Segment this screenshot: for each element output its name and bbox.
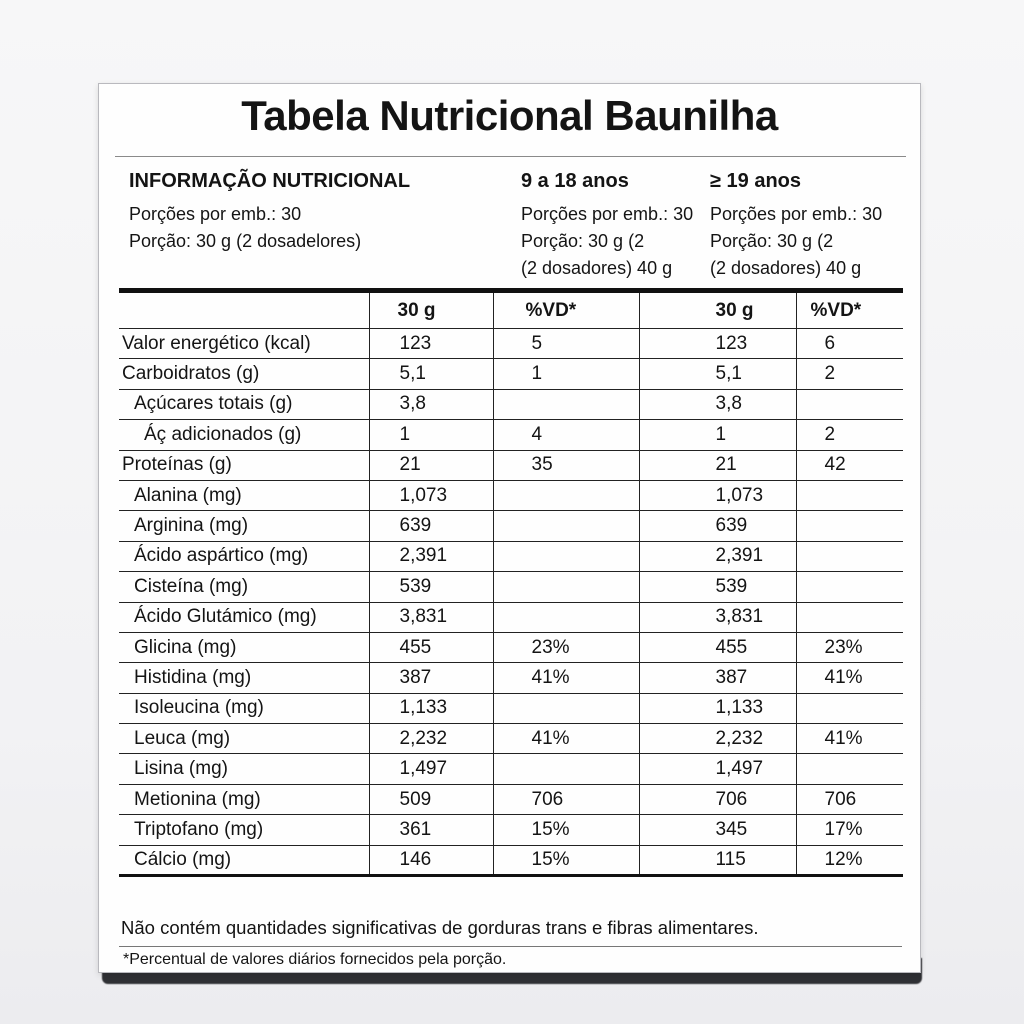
amount-19-plus: 1,073 <box>639 480 796 510</box>
table-row <box>119 511 903 541</box>
dv-19-plus: 6 <box>796 329 903 359</box>
amount-19-plus: 2,232 <box>639 724 796 754</box>
dv-19-plus <box>796 754 903 784</box>
header-portion-size: Porção: 30 g (2 <box>710 231 834 251</box>
table-row <box>119 784 903 814</box>
nutrient-name: Arginina (mg) <box>119 511 369 541</box>
title-divider <box>115 156 906 157</box>
amount-19-plus: 2,391 <box>639 541 796 571</box>
amount-9-18: 1,497 <box>369 754 493 784</box>
amount-9-18: 5,1 <box>369 359 493 389</box>
dv-9-18 <box>493 480 639 510</box>
dv-9-18: 706 <box>493 784 639 814</box>
table-row <box>119 632 903 662</box>
column-header-amount-9-18: 30 g <box>369 291 493 329</box>
table-row <box>119 450 903 480</box>
header-age-group: 9 a 18 anos <box>521 170 629 192</box>
header-portion-size: Porção: 30 g (2 <box>521 231 645 251</box>
footer-note: Não contém quantidades significativas de gorduras trans e fibras alimentares. <box>121 917 759 938</box>
dv-9-18: 1 <box>493 359 639 389</box>
amount-19-plus: 639 <box>639 511 796 541</box>
amount-19-plus: 3,8 <box>639 389 796 419</box>
header-age-9-18 <box>521 168 693 282</box>
header-age-19-plus <box>710 168 882 282</box>
amount-19-plus: 5,1 <box>639 359 796 389</box>
nutrient-name: Metionina (mg) <box>119 784 369 814</box>
nutrient-name: Ácido aspártico (mg) <box>119 541 369 571</box>
dv-9-18 <box>493 389 639 419</box>
dv-9-18 <box>493 572 639 602</box>
header-portions-per-pack: Porções por emb.: 30 <box>129 204 302 224</box>
table-row <box>119 724 903 754</box>
amount-9-18: 21 <box>369 450 493 480</box>
dv-19-plus <box>796 480 903 510</box>
amount-9-18: 1,073 <box>369 480 493 510</box>
dv-19-plus <box>796 389 903 419</box>
amount-9-18: 509 <box>369 784 493 814</box>
amount-19-plus: 115 <box>639 845 796 875</box>
amount-19-plus: 387 <box>639 663 796 693</box>
dv-19-plus: 17% <box>796 815 903 845</box>
header-heading: INFORMAÇÃO NUTRICIONAL <box>129 170 411 192</box>
table-row <box>119 602 903 632</box>
dv-19-plus <box>796 511 903 541</box>
nutrient-name: Cálcio (mg) <box>119 845 369 875</box>
dv-19-plus <box>796 541 903 571</box>
dv-19-plus: 23% <box>796 632 903 662</box>
header-portion-size: Porção: 30 g (2 dosadelores) <box>129 231 362 251</box>
amount-19-plus: 539 <box>639 572 796 602</box>
nutrient-name: Isoleucina (mg) <box>119 693 369 723</box>
table-row <box>119 663 903 693</box>
dv-9-18: 15% <box>493 815 639 845</box>
amount-9-18: 2,391 <box>369 541 493 571</box>
amount-19-plus: 706 <box>639 784 796 814</box>
dv-9-18: 5 <box>493 329 639 359</box>
nutrient-name: Cisteína (mg) <box>119 572 369 602</box>
amount-9-18: 123 <box>369 329 493 359</box>
column-header-nutrient <box>119 291 369 329</box>
amount-19-plus: 21 <box>639 450 796 480</box>
table-row <box>119 754 903 784</box>
dv-9-18: 15% <box>493 845 639 875</box>
nutrient-name: Histidina (mg) <box>119 663 369 693</box>
dv-9-18 <box>493 693 639 723</box>
amount-9-18: 387 <box>369 663 493 693</box>
label-title: Tabela Nutricional Baunilha <box>241 92 778 139</box>
nutrient-name: Valor energético (kcal) <box>119 329 369 359</box>
table-row <box>119 480 903 510</box>
table-row <box>119 329 903 359</box>
nutrient-name: Carboidratos (g) <box>119 359 369 389</box>
table-row <box>119 359 903 389</box>
amount-19-plus: 455 <box>639 632 796 662</box>
amount-9-18: 3,831 <box>369 602 493 632</box>
footer-footnote: *Percentual de valores diários fornecidos pela porção. <box>123 951 507 968</box>
header-portion-measure: (2 dosadores) 40 g <box>710 258 862 278</box>
amount-19-plus: 345 <box>639 815 796 845</box>
nutrient-name: Alanina (mg) <box>119 480 369 510</box>
dv-19-plus: 2 <box>796 359 903 389</box>
dv-9-18 <box>493 754 639 784</box>
dv-19-plus: 42 <box>796 450 903 480</box>
amount-9-18: 1 <box>369 420 493 450</box>
header-age-group: ≥ 19 anos <box>710 170 802 192</box>
table-row <box>119 420 903 450</box>
nutrient-name: Açúcares totais (g) <box>119 389 369 419</box>
nutrient-name: Leuca (mg) <box>119 724 369 754</box>
amount-19-plus: 123 <box>639 329 796 359</box>
dv-19-plus <box>796 572 903 602</box>
amount-9-18: 2,232 <box>369 724 493 754</box>
table-row <box>119 693 903 723</box>
nutrient-name: Lisina (mg) <box>119 754 369 784</box>
header-portion-measure: (2 dosadores) 40 g <box>521 258 673 278</box>
dv-19-plus <box>796 693 903 723</box>
amount-9-18: 1,133 <box>369 693 493 723</box>
dv-9-18 <box>493 511 639 541</box>
dv-19-plus: 706 <box>796 784 903 814</box>
dv-9-18 <box>493 541 639 571</box>
column-header-dv-19-plus: %VD* <box>796 291 903 329</box>
table-row <box>119 389 903 419</box>
amount-19-plus: 1 <box>639 420 796 450</box>
amount-19-plus: 1,497 <box>639 754 796 784</box>
table-header-row <box>119 291 903 329</box>
amount-9-18: 361 <box>369 815 493 845</box>
amount-9-18: 146 <box>369 845 493 875</box>
column-header-dv-9-18: %VD* <box>493 291 639 329</box>
amount-19-plus: 3,831 <box>639 602 796 632</box>
table-row <box>119 541 903 571</box>
table-row <box>119 572 903 602</box>
footer-divider <box>119 946 902 947</box>
dv-9-18: 41% <box>493 663 639 693</box>
column-header-amount-19-plus: 30 g <box>639 291 796 329</box>
dv-9-18 <box>493 602 639 632</box>
nutrient-name: Triptofano (mg) <box>119 815 369 845</box>
dv-9-18: 41% <box>493 724 639 754</box>
nutrient-name: Áç adicionados (g) <box>119 420 369 450</box>
nutrition-table <box>119 288 903 877</box>
dv-19-plus: 41% <box>796 724 903 754</box>
nutrition-label-card <box>98 83 921 973</box>
nutrient-name: Proteínas (g) <box>119 450 369 480</box>
dv-9-18: 23% <box>493 632 639 662</box>
dv-19-plus: 12% <box>796 845 903 875</box>
amount-9-18: 639 <box>369 511 493 541</box>
nutrient-name: Ácido Glutámico (mg) <box>119 602 369 632</box>
table-row <box>119 845 903 875</box>
dv-19-plus <box>796 602 903 632</box>
amount-19-plus: 1,133 <box>639 693 796 723</box>
dv-19-plus: 41% <box>796 663 903 693</box>
dv-9-18: 4 <box>493 420 639 450</box>
amount-9-18: 3,8 <box>369 389 493 419</box>
amount-9-18: 539 <box>369 572 493 602</box>
nutrient-name: Glicina (mg) <box>119 632 369 662</box>
header-portions-per-pack: Porções por emb.: 30 <box>710 204 883 224</box>
header-general-info <box>129 168 410 255</box>
dv-19-plus: 2 <box>796 420 903 450</box>
dv-9-18: 35 <box>493 450 639 480</box>
table-row <box>119 815 903 845</box>
header-portions-per-pack: Porções por emb.: 30 <box>521 204 694 224</box>
amount-9-18: 455 <box>369 632 493 662</box>
